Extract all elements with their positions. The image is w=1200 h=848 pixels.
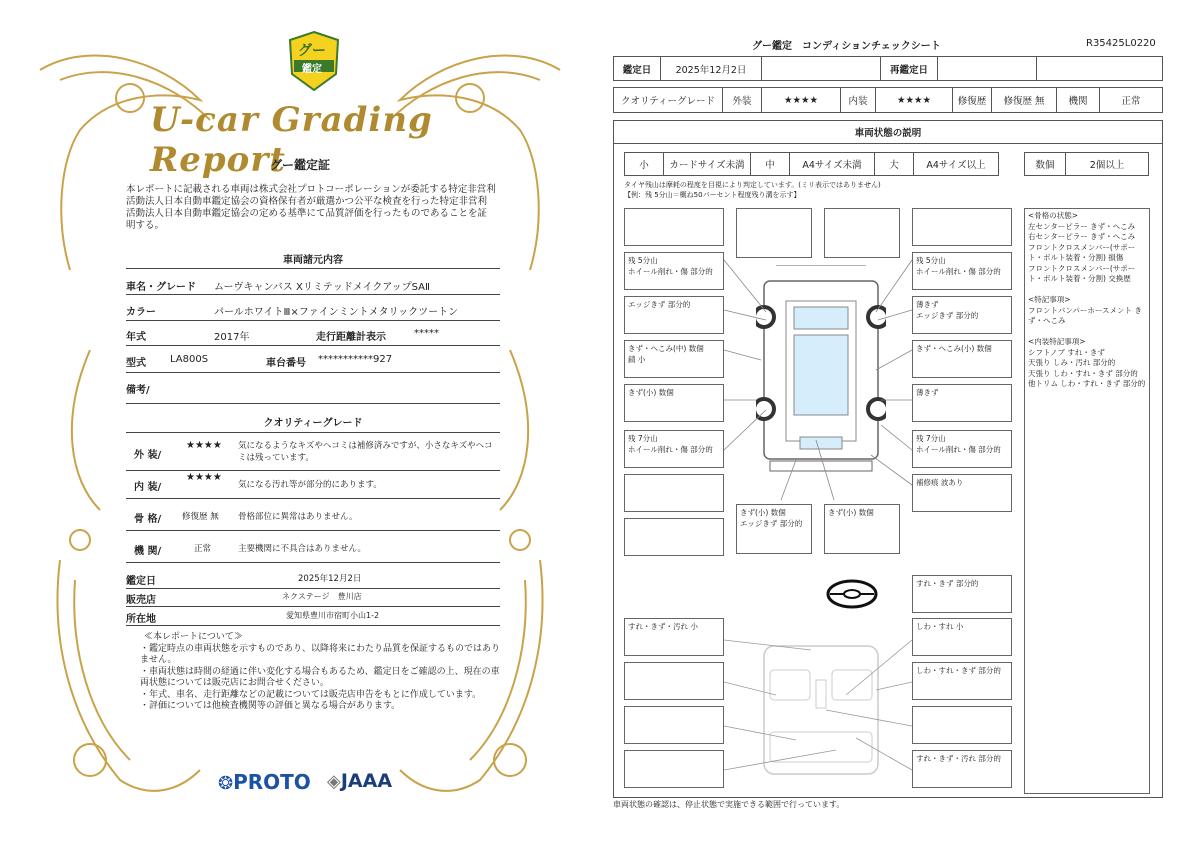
int-note-box — [624, 750, 724, 788]
engine-value: 正常 — [1099, 87, 1163, 113]
footer-note: 車両状態の確認は、停止状態で実施できる範囲で行っています。 — [613, 800, 845, 809]
spec-label: 型式 — [126, 358, 146, 369]
ext-note-box — [912, 208, 1012, 246]
cert-title: グー鑑定証 — [269, 158, 330, 172]
shop-label: 販売店 — [126, 595, 156, 606]
size-legend: A4サイズ以上 — [913, 152, 999, 176]
divider — [126, 470, 500, 471]
repair-label: 修復歴 — [952, 87, 992, 113]
ext-note-box: 補修痕 波あり — [912, 474, 1012, 512]
redate-label: 再鑑定日 — [880, 56, 938, 81]
divider — [126, 498, 500, 499]
quality-desc: 気になるようなキズやヘコミは補修済みですが、小さなキズやヘコミは残っています。 — [238, 441, 493, 463]
sheet-title: グー鑑定 コンディションチェックシート — [752, 41, 941, 52]
cert-body: 本レポートに記載される車両は株式会社プロトコーポレーションが委託する特定非営利活動法人日本自動車鑑定協会の資格保有者が厳選かつ公平な検査を行った特定非営利活動法人日本自動車鑑定協会の定める基準にて品質評価を行ったものであることを証明する。 — [126, 184, 496, 231]
divider — [126, 268, 500, 269]
quality-label: 骨 格/ — [134, 514, 162, 525]
int-note-box — [912, 706, 1012, 744]
spec-value: 2017年 — [214, 332, 250, 343]
divider — [126, 588, 500, 589]
divider — [126, 530, 500, 531]
quality-row-exterior — [126, 440, 500, 470]
quality-label: 機 関/ — [134, 546, 162, 557]
int-note-box: すれ・きず・汚れ 部分的 — [912, 750, 1012, 788]
date-label: 鑑定日 — [613, 56, 661, 81]
ext-note-box: エッジきず 部分的 — [624, 296, 724, 334]
badge-text: グー — [298, 43, 326, 59]
badge-subtext: 鑑定 — [302, 64, 322, 75]
spec-label: カラー — [126, 307, 156, 318]
ext-value: ★★★★ — [761, 87, 841, 113]
divider — [126, 320, 500, 321]
spec-value: LA800S — [170, 354, 209, 365]
divider — [126, 432, 500, 433]
ext-note-box: 薄きず エッジきず 部分的 — [912, 296, 1012, 334]
spec-label: 走行距離計表示 — [316, 332, 386, 343]
quality-row-interior — [126, 474, 500, 496]
spec-color-row — [126, 303, 500, 318]
size-legend: 中 — [750, 152, 790, 176]
ext-note-box — [736, 208, 812, 258]
section-title: 車両状態の説明 — [613, 120, 1163, 144]
specs-title: 車両諸元内容 — [283, 255, 343, 266]
ext-label: 外装 — [722, 87, 762, 113]
spec-value: パールホワイトⅢ×ファインミントメタリックツートン — [214, 307, 459, 318]
count-label: 数個 — [1024, 152, 1066, 176]
address-label: 所在地 — [126, 614, 156, 625]
doc-id: R35425L0220 — [1086, 38, 1156, 49]
spec-value: ***** — [414, 328, 439, 339]
shop-row — [126, 591, 500, 606]
ext-note-box: 残 7分山 ホイール削れ・傷 部分的 — [624, 430, 724, 468]
spec-value: ムーヴキャンバス XリミテッドメイクアップSAⅡ — [214, 282, 430, 293]
ext-note-box — [624, 474, 724, 512]
date-row — [126, 572, 500, 587]
note-item: ・評価については他検査機関等の評価と異なる場合があります。 — [140, 701, 401, 711]
tire-note: 【例：残 5分山＝概ね50パーセント程度残り溝を示す】 — [624, 191, 801, 199]
int-note-box — [624, 662, 724, 700]
engine-label: 機関 — [1056, 87, 1100, 113]
int-label: 内装 — [840, 87, 876, 113]
size-legend: 大 — [874, 152, 914, 176]
count-value: 2個以上 — [1065, 152, 1149, 176]
int-note-box: しわ・すれ 小 — [912, 618, 1012, 656]
redate-value — [937, 56, 1037, 81]
int-note-box — [624, 706, 724, 744]
ext-note-box — [824, 208, 900, 258]
ext-note-box: 残 7分山 ホイール削れ・傷 部分的 — [912, 430, 1012, 468]
spec-year-row — [126, 328, 500, 343]
ext-note-box: きず(小) 数個 — [824, 504, 900, 554]
repair-value: 修復歴 無 — [991, 87, 1057, 113]
quality-title: クオリティーグレード — [263, 418, 363, 429]
size-legend: 小 — [624, 152, 664, 176]
date-value: 2025年12月2日 — [660, 56, 762, 81]
ext-note-box — [624, 208, 724, 246]
divider — [126, 403, 500, 404]
divider — [126, 606, 500, 607]
script-title: U-car Grading Report — [150, 100, 433, 180]
address-row — [126, 610, 500, 625]
int-note-box: しわ・すれ・きず 部分的 — [912, 662, 1012, 700]
condition-check-sheet — [606, 0, 1200, 848]
spec-label: 備考/ — [126, 385, 150, 396]
quality-desc: 気になる汚れ等が部分的にあります。 — [238, 480, 382, 490]
shop-value: ネクステージ 豊川店 — [282, 592, 362, 601]
ext-note-box: 残 5分山 ホイール削れ・傷 部分的 — [912, 252, 1012, 290]
proto-logo-text: PROTO — [233, 770, 311, 794]
note-item: ・鑑定時点の車両状態を示すものであり、以降将来にわたり品質を保証するものではありません。 — [140, 643, 501, 665]
address-value: 愛知県豊川市宿町小山1-2 — [286, 611, 380, 620]
spec-name-row — [126, 278, 500, 293]
date-label: 鑑定日 — [126, 576, 156, 587]
divider — [126, 562, 500, 563]
quality-label: 外 装/ — [134, 450, 162, 461]
size-legend: A4サイズ未満 — [789, 152, 875, 176]
spec-remarks-row — [126, 381, 500, 396]
quality-stars: ★★★★ — [186, 472, 222, 483]
spec-value: ***********927 — [318, 354, 393, 365]
report-notes — [140, 632, 500, 713]
ext-note-box: 薄きず — [912, 384, 1012, 422]
quality-label: 内 装/ — [134, 482, 162, 493]
ext-note-box: 残 5分山 ホイール削れ・傷 部分的 — [624, 252, 724, 290]
quality-stars: ★★★★ — [186, 440, 222, 451]
goo-badge — [286, 30, 342, 94]
ext-note-box: きず(小) 数個 — [624, 384, 724, 422]
ext-note-box — [624, 518, 724, 556]
spec-label: 車名・グレード — [126, 282, 196, 293]
quality-value: 修復歴 無 — [182, 512, 219, 522]
note-item: ・車両状態は時間の経過に伴い変化する場合もあるため、鑑定日をご確認の上、現在の車両状態については販売店にお問合せください。 — [140, 666, 500, 688]
spec-label: 年式 — [126, 332, 146, 343]
tire-note: タイヤ残山は摩耗の程度を目視により判定しています。(ミリ表示ではありません) — [624, 181, 881, 189]
divider — [126, 625, 500, 626]
ext-note-box: きず・へこみ(中) 数個 錆 小 — [624, 340, 724, 378]
int-value: ★★★★ — [875, 87, 953, 113]
steering-icon — [826, 578, 878, 610]
divider — [126, 372, 500, 373]
jaaa-logo: ◈JAAA — [327, 770, 393, 792]
int-note-box: すれ・きず 部分的 — [912, 575, 1012, 613]
divider — [126, 345, 500, 346]
quality-desc: 骨格部位に異常はありません。 — [238, 512, 358, 522]
int-note-box: すれ・きず・汚れ 小 — [624, 618, 724, 656]
spec-model-row — [126, 354, 500, 369]
proto-logo: ❂PROTO — [218, 770, 311, 794]
grade-label: クオリティーグレード — [613, 87, 723, 113]
jaaa-logo-text: JAAA — [340, 770, 393, 792]
size-legend: カードサイズ未満 — [663, 152, 751, 176]
frame-notes: <骨格の状態> 左センターピラー きず・へこみ 右センターピラー きず・へこみ フロントクロスメンバー(サポート・ボルト装着・分割) 損傷 フロントクロスメンバー(サポート・ボルト装着・分割) 交換歴 <特記事項> フロントバンパーホースメント きず・へこみ <内装特記事項> シフトノブ すれ・きず 天張り しみ・汚れ 部分的 天張り しわ・すれ・きず 部分的 他トリム しわ・すれ・きず 部分的 — [1024, 208, 1150, 794]
note-item: ・年式、車名、走行距離などの記載については販売店申告をもとに作成しています。 — [140, 689, 482, 700]
quality-desc: 主要機関に不具合はありません。 — [238, 544, 367, 554]
spec-label: 車台番号 — [266, 358, 306, 369]
ext-note-box: きず(小) 数個 エッジきず 部分的 — [736, 504, 812, 554]
ext-note-box: きず・へこみ(小) 数個 — [912, 340, 1012, 378]
notes-title: ≪本レポートについて≫ — [144, 632, 243, 642]
divider — [126, 294, 500, 295]
quality-value: 正常 — [194, 544, 212, 554]
date-value: 2025年12月2日 — [298, 574, 362, 584]
